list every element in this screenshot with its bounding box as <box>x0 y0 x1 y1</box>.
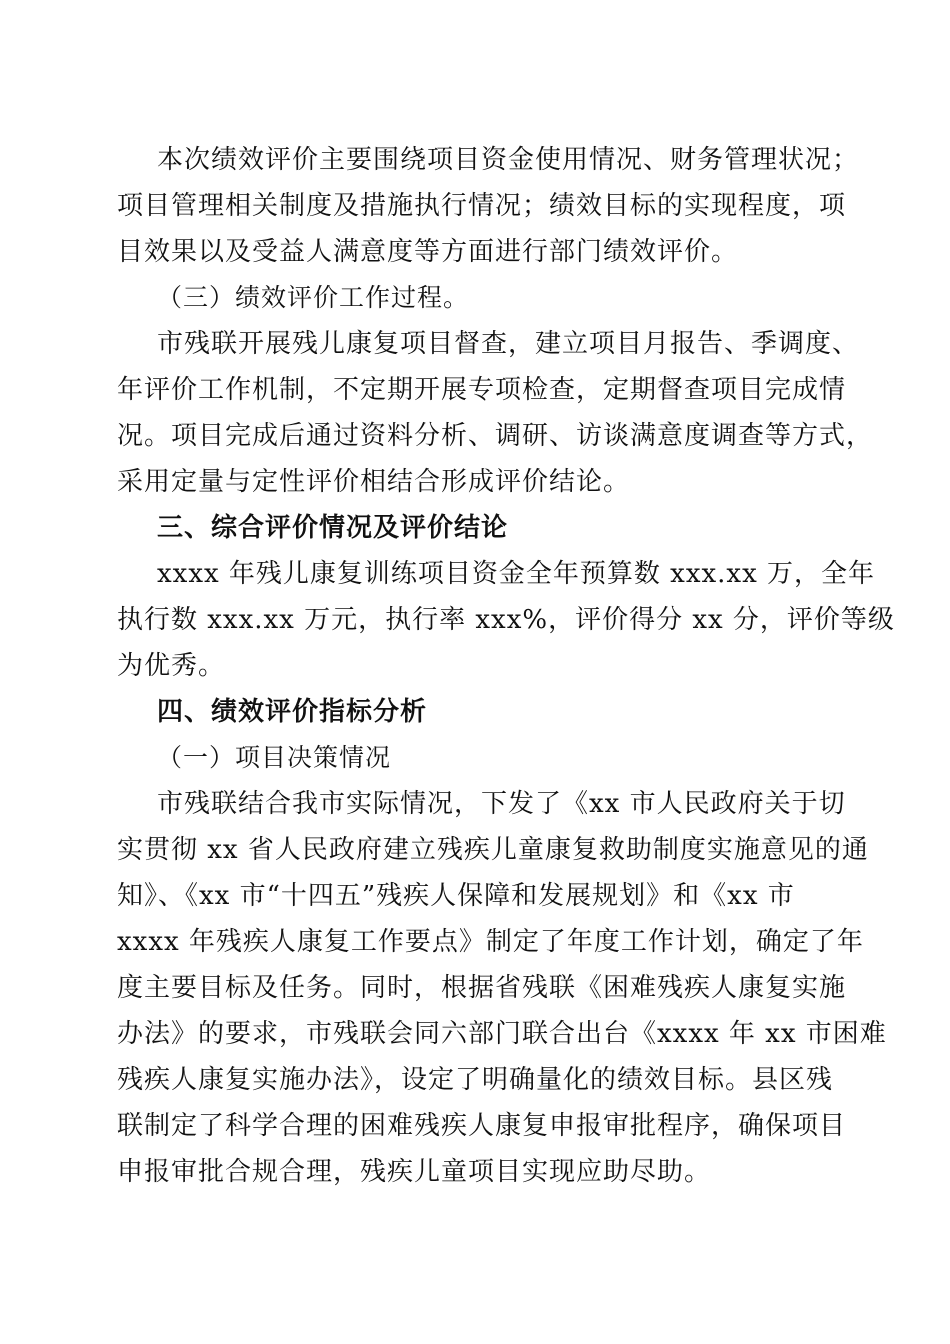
paragraph-line: xxxx 年残儿康复训练项目资金全年预算数 xxx.xx 万，全年 <box>157 559 876 589</box>
paragraph-line: xxxx 年残疾人康复工作要点》制定了年度工作计划，确定了年 <box>117 927 864 957</box>
section-heading: 四、绩效评价指标分析 <box>157 697 428 727</box>
paragraph-line: 度主要目标及任务。同时，根据省残联《困难残疾人康复实施 <box>117 973 847 1003</box>
paragraph-line: 项目管理相关制度及措施执行情况；绩效目标的实现程度，项 <box>117 191 847 221</box>
paragraph-line: 知》、《xx 市“十四五”残疾人保障和发展规划》和《xx 市 <box>117 881 795 911</box>
paragraph-line: 况。项目完成后通过资料分析、调研、访谈满意度调查等方式， <box>117 421 874 451</box>
paragraph-line: 实贯彻 xx 省人民政府建立残疾儿童康复救助制度实施意见的通 <box>117 835 869 865</box>
paragraph-line: 联制定了科学合理的困难残疾人康复申报审批程序，确保项目 <box>117 1111 847 1141</box>
paragraph-line: 采用定量与定性评价相结合形成评价结论。 <box>117 467 631 497</box>
paragraph-line: 市残联结合我市实际情况，下发了《xx 市人民政府关于切 <box>157 789 846 819</box>
paragraph-line: 年评价工作机制，不定期开展专项检查，定期督查项目完成情 <box>117 375 847 405</box>
paragraph-line: 执行数 xxx.xx 万元，执行率 xxx%，评价得分 xx 分，评价等级 <box>117 605 895 635</box>
paragraph-line: 目效果以及受益人满意度等方面进行部门绩效评价。 <box>117 237 739 267</box>
section-subheading: （一）项目决策情况 <box>157 743 392 772</box>
paragraph-line: 办法》的要求，市残联会同六部门联合出台《xxxx 年 xx 市困难 <box>117 1019 887 1049</box>
paragraph-line: 市残联开展残儿康复项目督查，建立项目月报告、季调度、 <box>157 329 860 359</box>
section-subheading: （三）绩效评价工作过程。 <box>157 283 470 312</box>
section-heading: 三、综合评价情况及评价结论 <box>157 513 509 543</box>
paragraph-line: 申报审批合规合理，残疾儿童项目实现应助尽助。 <box>117 1157 712 1187</box>
paragraph-line: 残疾人康复实施办法》，设定了明确量化的绩效目标。县区残 <box>117 1065 834 1095</box>
paragraph-line: 为优秀。 <box>117 651 226 681</box>
paragraph-line: 本次绩效评价主要围绕项目资金使用情况、财务管理状况； <box>157 145 860 175</box>
